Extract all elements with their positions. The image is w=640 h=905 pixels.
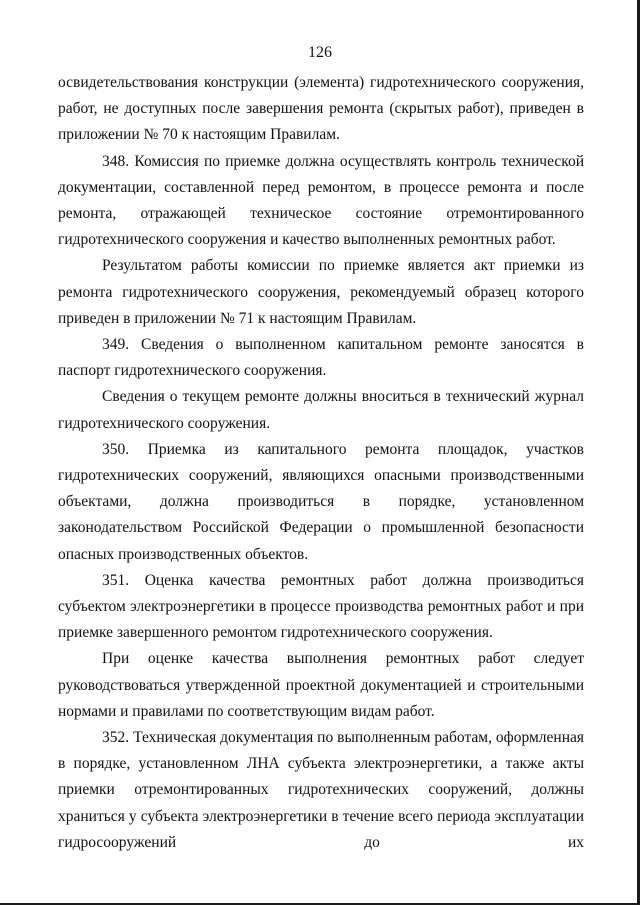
paragraph-current-repair: Сведения о текущем ремонте должны вноситься в технический журнал гидротехнического сооружения. [58,388,584,432]
paragraph-quality-assessment: При оценке качества выполнения ремонтных работ следует руководствоваться утвержденной проектной документацией и строительными нормами и правилами по соответствующим видам работ. [58,650,584,720]
document-body [58,70,584,856]
paragraph-continuation: освидетельствования конструкции (элемента) гидротехнического сооружения, работ, не доступных после завершения ремонта (скрытых работ), приведен в приложении № 70 к настоящим Правилам. [58,74,584,144]
paragraph-351: 351. Оценка качества ремонтных работ должна производиться субъектом электроэнергетики в процессе производства ремонтных работ и при приемке завершенного ремонтом гидротехнического сооружения. [58,571,584,642]
paragraph-350: 350. Приемка из капитального ремонта площадок, участков гидротехнических сооружений, являющихся опасными производственными объектами, должна производиться в порядке, установленном законодательством Российской Федерации о промышленной безопасности опасных производственных объектов. [58,440,584,563]
paragraph-349: 349. Сведения о выполненном капитальном ремонте заносятся в паспорт гидротехнического сооружения. [58,336,584,380]
page-number: 126 [308,44,332,61]
paragraph-acceptance-result: Результатом работы комиссии по приемке является акт приемки из ремонта гидротехнического сооружения, рекомендуемый образец которого приведен в приложении № 71 к настоящим Правилам. [58,257,584,327]
paragraph-352: 352. Техническая документация по выполненным работам, оформленная в порядке, установленном ЛНА субъекта электроэнергетики, а также акты приемки отремонтированных гидротехнических сооружений, должны храниться у субъекта электроэнергетики в течение всего периода эксплуатации гидросооружений до их [58,729,584,851]
paragraph-348: 348. Комиссия по приемке должна осуществлять контроль технической документации, составленной перед ремонтом, в процессе ремонта и после ремонта, отражающей техническое состояние отремонтированного гидротехнического сооружения и качество выполненных ремонтных работ. [58,152,584,249]
